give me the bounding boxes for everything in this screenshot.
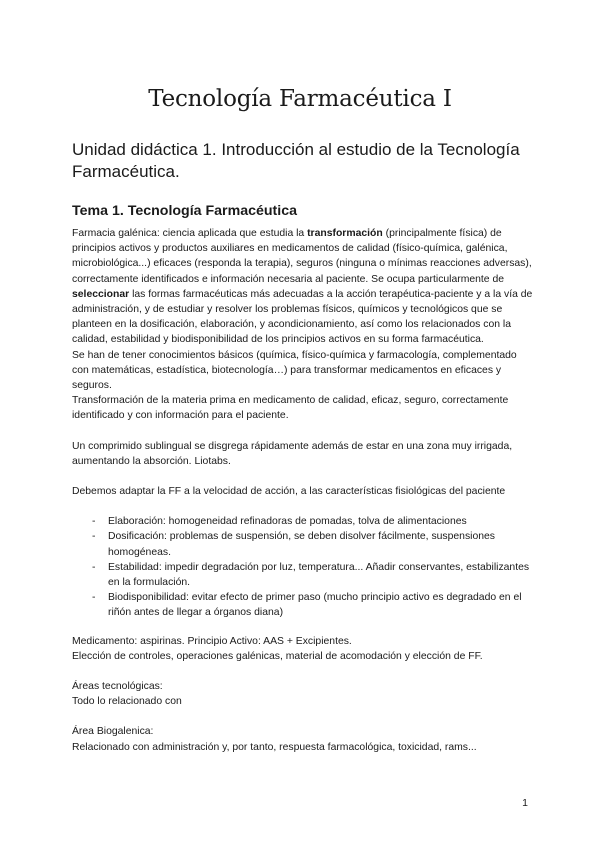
list-item: - Biodisponibilidad: evitar efecto de primer paso (mucho principio activo es degradado en el riñón antes de llegar a órganos diana) <box>92 590 534 620</box>
medicine-line-2: Elección de controles, operaciones galénicas, material de acomodación y elección de FF. <box>72 650 483 662</box>
transformation-paragraph: Transformación de la materia prima en medicamento de calidad, eficaz, seguro, correctamente identificado y con información para el paciente. <box>72 395 509 422</box>
definition-text-1: Farmacia galénica: ciencia aplicada que estudia la <box>72 228 308 239</box>
definition-bold-seleccionar: seleccionar <box>72 288 130 300</box>
page-number: 1 <box>522 797 528 809</box>
definition-text-3: las formas farmacéuticas más adecuadas a la acción terapéutica-paciente y a la vía de administración, y de estudiar y resolver los problemas físicos, químicos y tecnológicos que se planteen en la dosificación, elaboración, y acondicionamiento, así como los relacionados con la calidad, estabilidad y biodisponibilidad de los principios activos en su forma farmacéutica. <box>72 288 533 346</box>
sublingual-paragraph: Un comprimido sublingual se disgrega rápidamente además de estar en una zona muy irrigada, aumentando la absorción. Liotabs. <box>72 440 513 467</box>
considerations-list <box>72 514 534 620</box>
medicine-line-1: Medicamento: aspirinas. Principio Activo: AAS + Excipientes. <box>72 635 352 647</box>
biogalenic-heading: Área Biogalenica: <box>72 726 154 738</box>
areas-heading: Áreas tecnológicas: <box>72 681 163 693</box>
list-item: - Estabilidad: impedir degradación por luz, temperatura... Añadir conservantes, estabilizantes en la formulación. <box>92 560 534 590</box>
adaptation-paragraph: Debemos adaptar la FF a la velocidad de acción, a las características fisiológicas del paciente <box>72 486 506 498</box>
biogalenic-text: Relacionado con administración y, por tanto, respuesta farmacológica, toxicidad, rams... <box>72 741 477 753</box>
knowledge-paragraph: Se han de tener conocimientos básicos (química, físico-química y farmacología, complementado con matemáticas, estadística, biotecnología…) para transformar medicamentos en eficaces y seguros. <box>72 349 517 392</box>
definition-bold-transformacion: transformación <box>307 228 383 239</box>
document-title: Tecnología Farmacéutica I <box>148 86 452 112</box>
document-body <box>72 226 534 755</box>
definition-paragraph <box>72 226 534 348</box>
unit-heading: Unidad didáctica 1. Introducción al estudio de la Tecnología Farmacéutica. <box>72 140 520 181</box>
list-item: - Dosificación: problemas de suspensión, se deben disolver fácilmente, suspensiones homogéneas. <box>92 529 534 559</box>
theme-heading: Tema 1. Tecnología Farmacéutica <box>72 203 297 219</box>
list-item: - Elaboración: homogeneidad refinadoras de pomadas, tolva de alimentaciones <box>92 514 534 529</box>
areas-text: Todo lo relacionado con <box>72 696 182 708</box>
definition-text-2: (principalmente física) de principios activos y productos auxiliares en medicamentos de calidad (físico-química, galénica, microbiológica...) eficaces (responda la terapia), seguros (ninguna o mínimas reacciones adversas), correctamente identificados e información necesaria al paciente. Se ocupa particularmente de <box>72 228 532 285</box>
